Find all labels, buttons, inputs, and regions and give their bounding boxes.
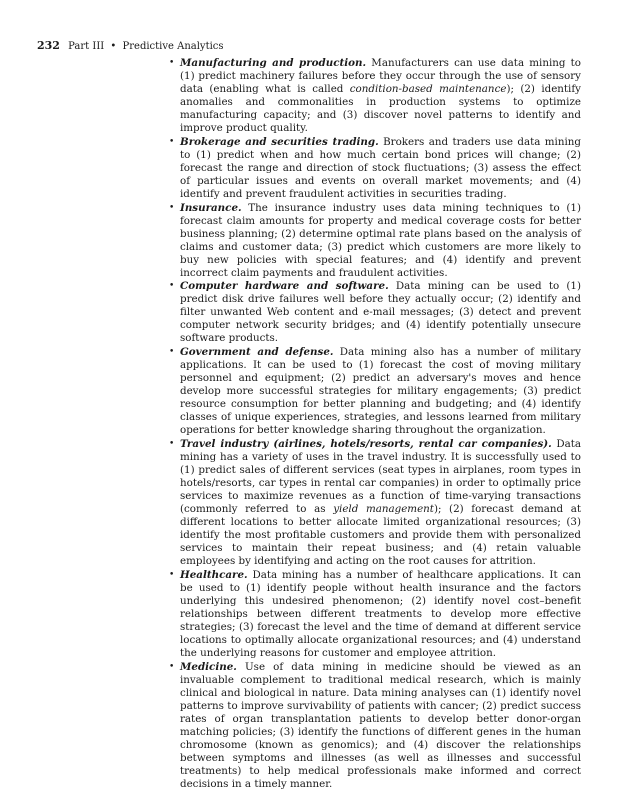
item-body: Data mining also has a number of military applications. It can be used to (1) forecast the cost of moving military personnel and equipment; (2) predict an adversary's moves and hence develop more successful strategies for military engagements; (3) predict resource consumption for better planning and budgeting; and (4) identify classes of unique experiences, strategies, and lessons learned from military operations for better knowledge sharing throughout the organization. [180,346,581,437]
page-number: 232 [37,39,60,52]
header-separator: • [110,41,117,52]
item-term: Medicine. [180,660,237,673]
item-body: The insurance industry uses data mining techniques to (1) forecast claim amounts for property and medical coverage costs for better business planning; (2) determine optimal rate plans based on the analysis of claims and customer data; (3) predict which customers are more likely to buy new policies with special features; and (4) identify and prevent incorrect claim payments and fraudulent activities. [180,201,581,279]
list-item [166,438,581,568]
item-term: Travel industry (airlines, hotels/resorts, rental car companies). [180,437,552,450]
list-item [166,280,581,345]
item-term: Brokerage and securities trading. [180,135,379,148]
bullet-icon: • [169,58,175,68]
item-emphasis: condition-based maintenance [349,83,507,96]
item-term: Healthcare. [180,568,248,581]
list-item [166,346,581,437]
list-item [166,661,581,791]
part-label: Part III [68,41,105,52]
item-term: Government and defense. [180,346,334,359]
bullet-icon: • [169,438,175,449]
list-item [166,57,581,135]
item-body-continued: ); (2) identify anomalies and commonalities in production systems to optimize manufacturing capacity; and (3) discover novel patterns to identify and improve product quality. [180,83,581,135]
application-list [166,57,581,792]
item-body-continued: ); (2) forecast demand at different locations to better allocate limited organizational resources; (3) identify the most profitable customers and provide them with personalized services to maintain their repeat business; and (4) retain valuable employees by identifying and acting on the root causes for attrition. [180,503,581,568]
item-term: Computer hardware and software. [180,280,389,293]
item-body: Manufacturers can use data mining to (1) predict machinery failures before they occur through the use of sensory data (enabling what is called [180,57,582,96]
item-body: Brokers and traders use data mining to (1) predict when and how much certain bond prices will change; (2) forecast the range and direction of stock fluctuations; (3) assess the effect of particular issues and events on overall market movements; and (4) identify and prevent fraudulent activities in securities trading. [180,135,581,200]
bullet-icon: • [169,136,175,147]
bullet-icon: • [169,569,175,580]
item-term: Manufacturing and production. [180,57,367,69]
list-item [166,202,581,280]
bullet-icon: • [169,661,175,672]
list-item [166,569,581,660]
bullet-icon: • [169,281,175,292]
item-body: Data mining has a number of healthcare applications. It can be used to (1) identify people without health insurance and the factors underlying this undesired phenomenon; (2) identify novel cost–benefit relationships between different treatments to develop more effective strategies; (3) forecast the level and the time of demand at different service locations to optimally allocate organizational resources; and (4) understand the underlying reasons for customer and employee attrition. [180,568,581,660]
bullet-icon: • [169,347,175,358]
item-term: Insurance. [180,201,242,214]
bullet-icon: • [169,202,175,213]
item-emphasis: yield management [333,503,434,516]
item-body: Data mining has a variety of uses in the travel industry. It is successfully used to (1) predict sales of different services (seat types in airplanes, room types in hotels/resorts, car types in rental car companies) in order to optimally price services to maximize revenues as a function of time-varying transactions (commonly referred to as [180,437,581,516]
running-header [37,39,224,52]
section-label: Predictive Analytics [122,41,224,52]
item-body: Data mining can be used to (1) predict disk drive failures well before they actually occur; (2) identify and filter unwanted Web content and e-mail messages; (3) detect and prevent computer network security bridges; and (4) identify potentially unsecure software products. [180,280,581,345]
list-item [166,136,581,201]
item-body: Use of data mining in medicine should be viewed as an invaluable complement to traditional medical research, which is mainly clinical and biological in nature. Data mining analyses can (1) identify novel patterns to improve survivability of patients with cancer; (2) predict success rates of organ transplantation patients to develop better donor-organ matching policies; (3) identify the functions of different genes in the human chromosome (known as genomics); and (4) discover the relationships between symptoms and illnesses (as well as illnesses and successful treatments) to help medical professionals make informed and correct decisions in a timely manner. [180,660,581,791]
